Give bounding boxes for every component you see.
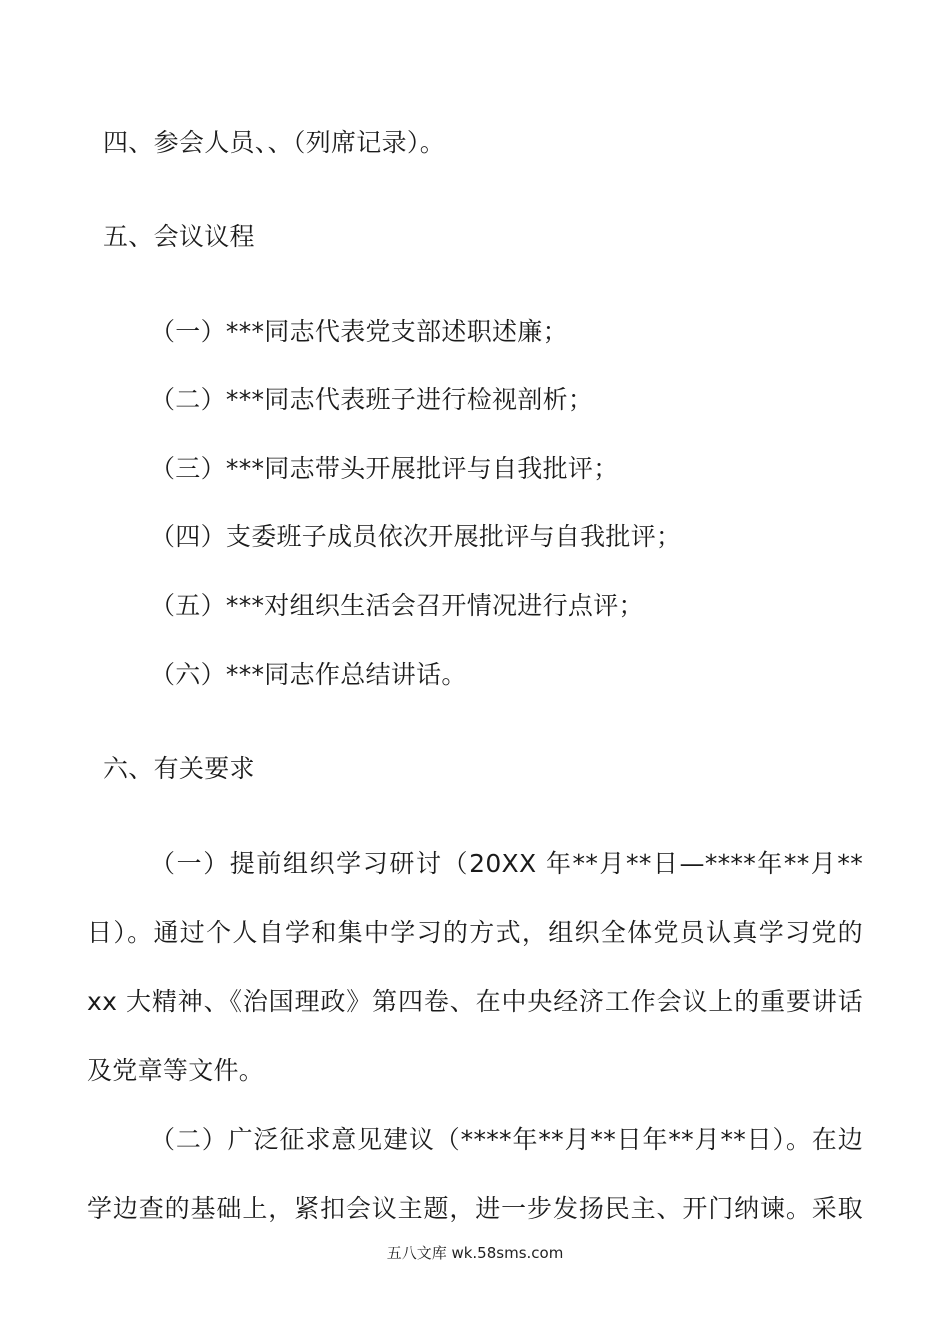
agenda-item: （二）***同志代表班子进行检视剖析； — [150, 385, 594, 414]
agenda-item: （三）***同志带头开展批评与自我批评； — [150, 454, 619, 483]
agenda-item: （五）***对组织生活会召开情况进行点评； — [150, 591, 644, 620]
requirement-paragraph-line: 日）。通过个人自学和集中学习的方式，组织全体党员认真学习党的 — [87, 918, 863, 947]
agenda-item: （四）支委班子成员依次开展批评与自我批评； — [150, 522, 682, 551]
requirement-paragraph-line: 及党章等文件。 — [87, 1056, 265, 1085]
agenda-item: （六）***同志作总结讲话。 — [150, 660, 467, 689]
requirement-paragraph-line: （二）广泛征求意见建议（****年**月**日年**月**日）。在边 — [150, 1125, 863, 1154]
section-heading-agenda: 五、会议议程 — [103, 222, 255, 251]
requirement-paragraph-line: （一）提前组织学习研讨（20XX 年**月**日—****年**月** — [150, 849, 863, 878]
section-heading-attendees: 四、参会人员、、（列席记录）。 — [103, 128, 446, 157]
page-footer-watermark: 五八文库 wk.58sms.com — [386, 1244, 564, 1262]
requirement-paragraph-line: xx 大精神、《治国理政》第四卷、在中央经济工作会议上的重要讲话 — [87, 987, 863, 1016]
agenda-item: （一）***同志代表党支部述职述廉； — [150, 317, 568, 346]
requirement-paragraph-line: 学边查的基础上，紧扣会议主题，进一步发扬民主、开门纳谏。采取 — [87, 1194, 863, 1223]
section-heading-requirements: 六、有关要求 — [103, 754, 255, 783]
